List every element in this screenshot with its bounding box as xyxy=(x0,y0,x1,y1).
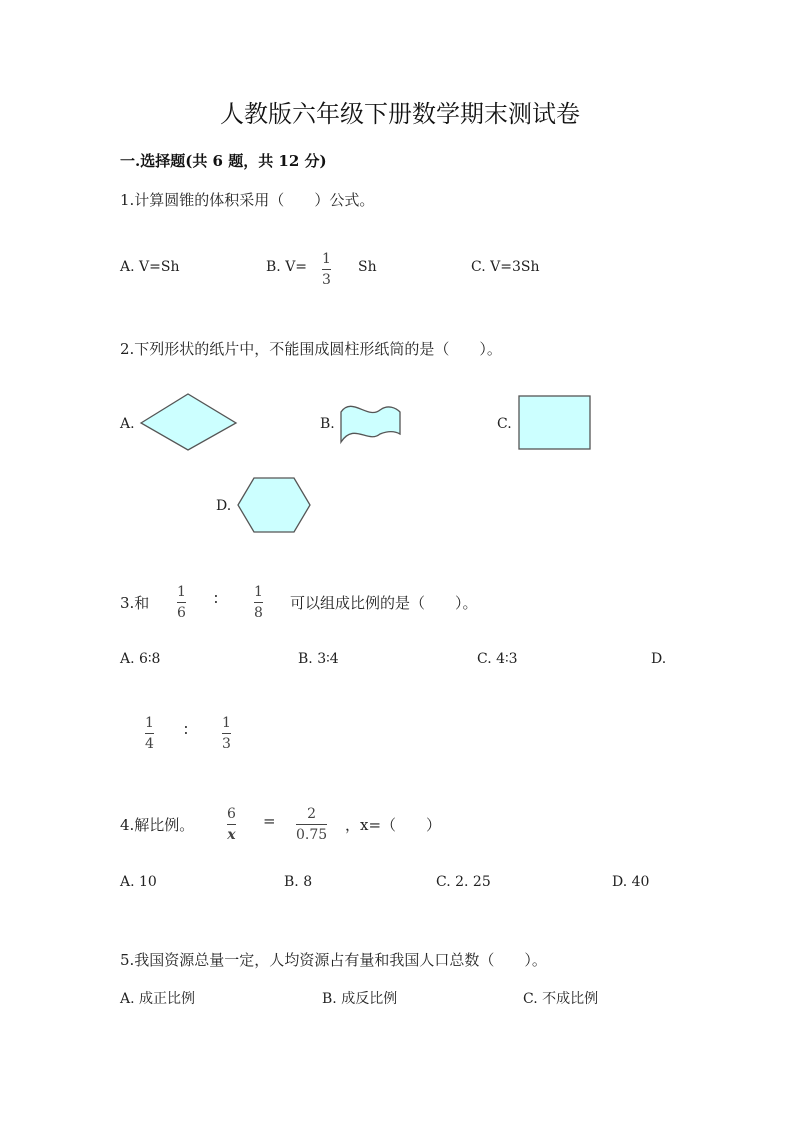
section-heading: 一.选择题(共 6 题，共 12 分) xyxy=(120,152,327,170)
wavy-paper-shape xyxy=(338,400,404,446)
q3-fraction-2 xyxy=(254,584,263,621)
rectangle-shape xyxy=(518,395,592,451)
fraction-denominator: x xyxy=(227,827,236,843)
q3-option-d-label: D. xyxy=(651,651,667,667)
page-title: 人教版六年级下册数学期末测试卷 xyxy=(220,100,580,128)
q4-fraction-1 xyxy=(227,806,236,843)
q4-option-a: A. 10 xyxy=(120,874,157,890)
q2-option-a-label: A. xyxy=(120,416,135,432)
fraction-denominator: 6 xyxy=(177,605,186,621)
q1-option-a: A. V=Sh xyxy=(120,259,180,275)
fraction-numerator: 2 xyxy=(307,806,317,822)
question-1-stem: 1.计算圆锥的体积采用（ ）公式。 xyxy=(120,191,375,209)
q2-option-d-label: D. xyxy=(216,498,232,514)
question-5-stem: 5.我国资源总量一定，人均资源占有量和我国人口总数（ ）。 xyxy=(120,951,547,969)
fraction-denominator: 4 xyxy=(145,736,154,752)
hexagon-shape xyxy=(236,476,312,534)
q3-option-d-fraction-2 xyxy=(222,715,231,752)
q3-option-a: A. 6∶8 xyxy=(120,651,161,667)
q5-option-b: B. 成反比例 xyxy=(322,991,398,1007)
q3-suffix: 可以组成比例的是（ ）。 xyxy=(290,594,478,612)
q4-suffix: ，x=（ ） xyxy=(345,816,442,834)
q4-equals-sign: = xyxy=(263,812,276,830)
fraction-bar xyxy=(227,824,236,825)
q3-option-d-colon: ∶ xyxy=(184,721,188,739)
fraction-bar xyxy=(296,824,327,825)
fraction-bar xyxy=(254,602,263,603)
q2-option-b-label: B. xyxy=(320,416,335,432)
fraction-denominator: 0.75 xyxy=(296,827,328,843)
fraction-numerator: 1 xyxy=(254,584,263,600)
q5-option-c: C. 不成比例 xyxy=(523,991,599,1007)
q4-option-d: D. 40 xyxy=(612,874,650,890)
fraction-numerator: 1 xyxy=(145,715,154,731)
fraction-denominator: 8 xyxy=(254,605,263,621)
question-2-stem: 2.下列形状的纸片中，不能围成圆柱形纸筒的是（ ）。 xyxy=(120,340,502,358)
q1-option-b-fraction xyxy=(322,251,331,288)
fraction-numerator: 1 xyxy=(322,251,331,267)
fraction-bar xyxy=(222,733,231,734)
fraction-bar xyxy=(177,602,186,603)
fraction-numerator: 1 xyxy=(222,715,231,731)
q1-option-b-prefix: B. V= xyxy=(266,259,308,275)
q1-option-c: C. V=3Sh xyxy=(471,259,540,275)
q5-option-a: A. 成正比例 xyxy=(120,991,196,1007)
q3-prefix: 3.和 xyxy=(120,594,150,612)
q3-ratio-colon: ∶ xyxy=(214,590,218,608)
rhombus-shape xyxy=(140,392,238,452)
q2-option-c-label: C. xyxy=(497,416,512,432)
q1-option-b-suffix: Sh xyxy=(358,259,377,275)
q3-option-d-fraction-1 xyxy=(145,715,154,752)
fraction-numerator: 1 xyxy=(177,584,186,600)
q4-prefix: 4.解比例。 xyxy=(120,816,195,834)
q3-option-c: C. 4∶3 xyxy=(477,651,518,667)
q4-option-c: C. 2. 25 xyxy=(436,874,491,890)
fraction-bar xyxy=(322,269,331,270)
fraction-numerator: 6 xyxy=(227,806,236,822)
q3-fraction-1 xyxy=(177,584,186,621)
q3-option-b: B. 3∶4 xyxy=(298,651,339,667)
q4-fraction-2 xyxy=(296,806,327,843)
fraction-denominator: 3 xyxy=(222,736,231,752)
fraction-denominator: 3 xyxy=(322,272,331,288)
q4-option-b: B. 8 xyxy=(284,874,313,890)
fraction-bar xyxy=(145,733,154,734)
